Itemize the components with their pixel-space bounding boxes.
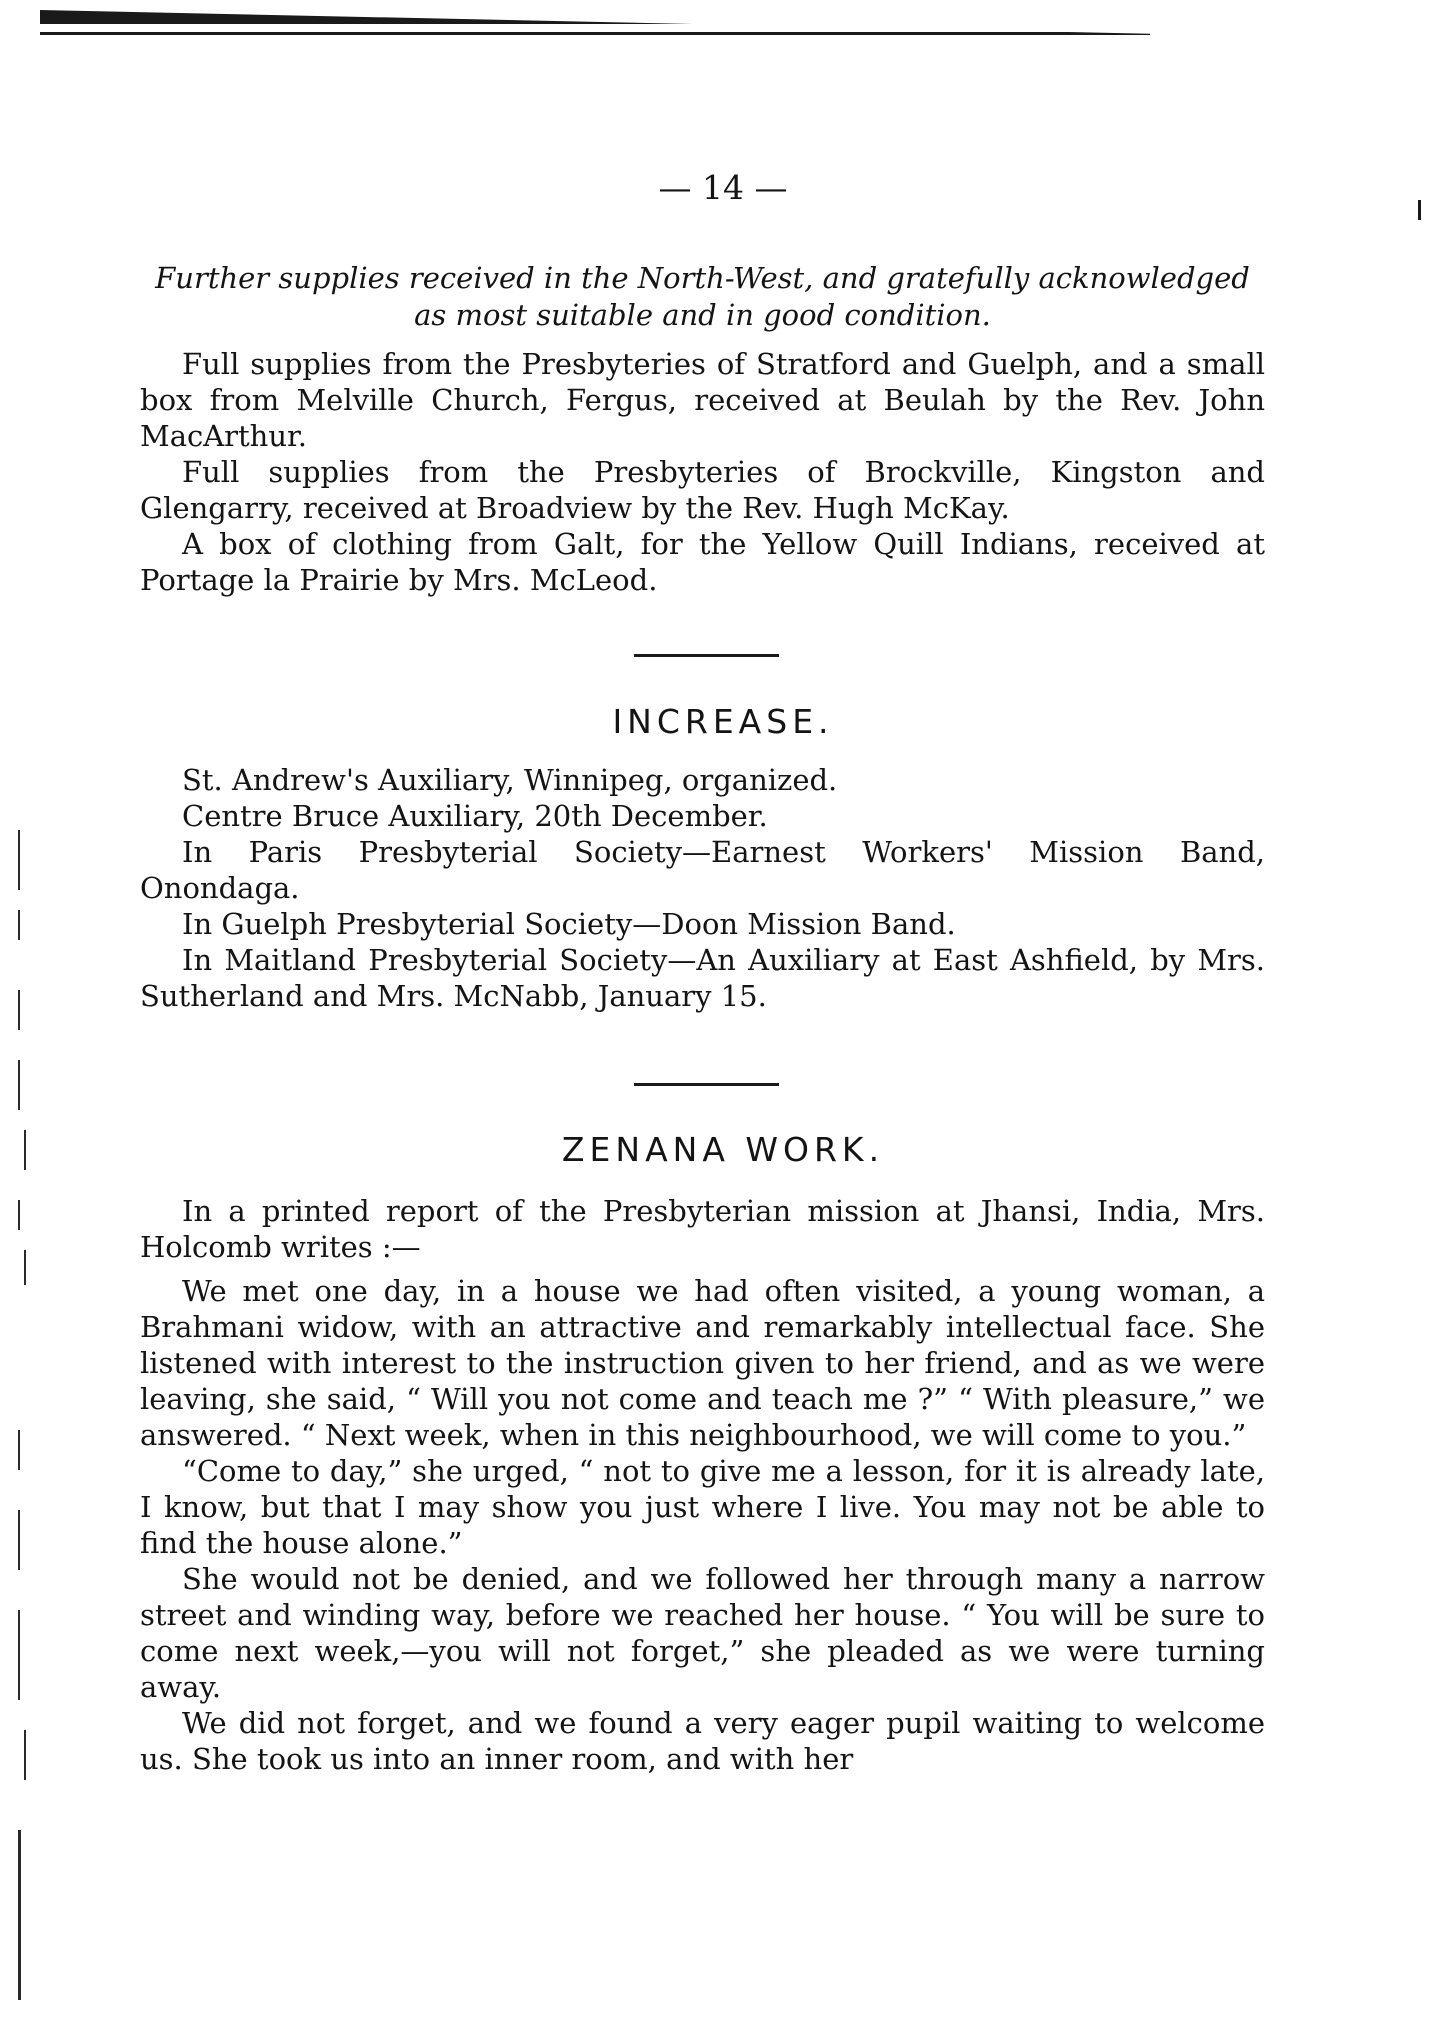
increase-item-4: In Guelph Presbyterial Society—Doon Mission Band. <box>182 907 956 941</box>
increase-item-5: In Maitland Presbyterial Society—An Auxiliary at East Ashfield, by Mrs. Sutherland and Mrs. McNabb, January 15. <box>140 943 1265 1013</box>
increase-heading: INCREASE. <box>612 702 834 741</box>
supplies-paragraph-1: Full supplies from the Presbyteries of Stratford and Guelph, and a small box from Melville Church, Fergus, received at Beulah by the Rev. John MacArthur. <box>140 347 1265 453</box>
supplies-paragraph-3: A box of clothing from Galt, for the Yellow Quill Indians, received at Portage la Prairie by Mrs. McLeod. <box>140 527 1265 597</box>
zenana-paragraph-4: She would not be denied, and we followed her through many a narrow street and winding way, before we reached her house. “ You will be sure to come next week,—you will not forget,” she pleaded as we were turning away. <box>140 1562 1265 1704</box>
stray-print-mark <box>1418 200 1421 220</box>
increase-section <box>140 762 1265 1014</box>
zenana-paragraph-2: We met one day, in a house we had often visited, a young woman, a Brahmani widow, with an attractive and remarkably intellectual face. She listened with interest to the instruction given to her friend, and as we were leaving, she said, “ Will you not come and teach me ?” “ With pleasure,” we answered. “ Next week, when in this neighbourhood, we will come to you.” <box>140 1274 1265 1452</box>
zenana-paragraph-1: In a printed report of the Presbyterian mission at Jhansi, India, Mrs. Holcomb writes :— <box>140 1194 1265 1264</box>
page-number: — 14 — <box>658 168 788 207</box>
zenana-section <box>140 1193 1265 1777</box>
supplies-section <box>140 260 1265 598</box>
zenana-paragraph-3: “Come to day,” she urged, “ not to give me a lesson, for it is already late, I know, but that I may show you just where I live. You may not be able to find the house alone.” <box>140 1454 1265 1560</box>
increase-item-2: Centre Bruce Auxiliary, 20th December. <box>182 799 768 833</box>
top-border-rule <box>40 10 1150 38</box>
increase-item-3: In Paris Presbyterial Society—Earnest Workers' Mission Band, Onondaga. <box>140 835 1265 905</box>
section-divider-2 <box>634 1083 779 1086</box>
left-margin-specks <box>10 830 50 2010</box>
zenana-paragraph-5: We did not forget, and we found a very eager pupil waiting to welcome us. She took us into an inner room, and with her <box>140 1706 1265 1776</box>
supplies-paragraph-2: Full supplies from the Presbyteries of Brockville, Kingston and Glengarry, received at Broadview by the Rev. Hugh McKay. <box>140 455 1265 525</box>
section-divider-1 <box>634 654 779 657</box>
supplies-intro: Further supplies received in the North-West, and gratefully acknowledged as most suitable and in good condition. <box>155 261 1250 332</box>
zenana-heading: ZENANA WORK. <box>561 1130 885 1169</box>
increase-item-1: St. Andrew's Auxiliary, Winnipeg, organized. <box>182 763 838 797</box>
